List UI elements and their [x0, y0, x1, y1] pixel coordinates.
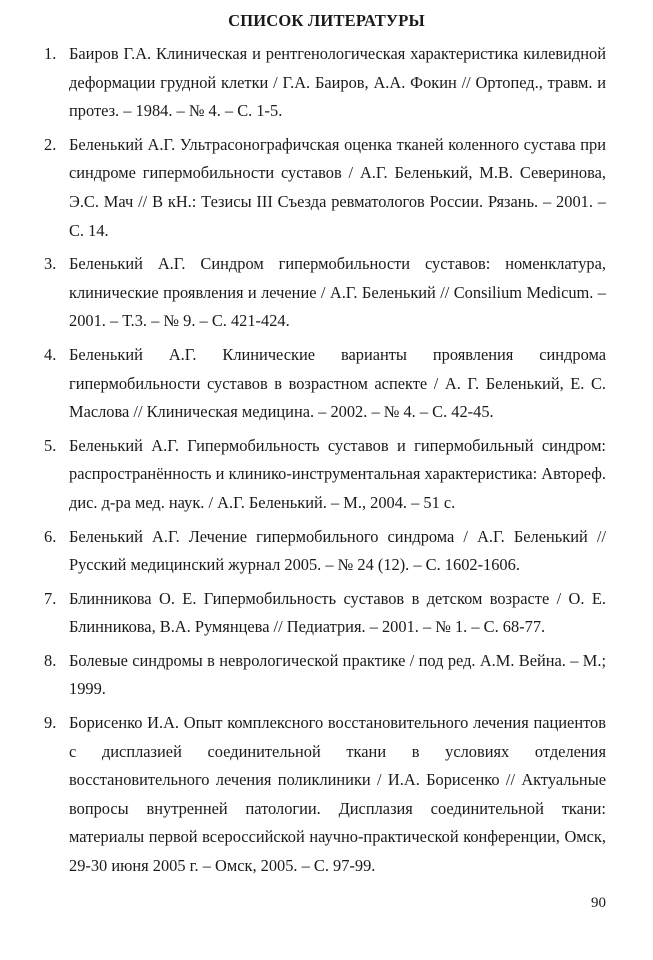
reference-number: 9.: [44, 713, 57, 733]
reference-item: [0, 250, 653, 336]
reference-number: 8.: [44, 650, 57, 670]
reference-item: [0, 647, 653, 704]
reference-text: Беленький А.Г. Лечение гипермобильного синдрома / А.Г. Беленький // Русский медицинский журнал 2005. – № 24 (12). – С. 1602-1606.: [69, 526, 606, 575]
reference-text: Борисенко И.А. Опыт комплексного восстановительного лечения пациентов с дисплазией соединительной ткани в условиях отделения восстановительного лечения поликлиники / И.А. Борисенко // Актуальные вопросы внутренней патологии. Дисплазия соединительной ткани: материалы первой всероссийской научно-практической конференции, Омск, 29-30 июня 2005 г. – Омск, 2005. – С. 97-99.: [69, 713, 606, 876]
reference-text: Беленький А.Г. Синдром гипермобильности суставов: номенклатура, клинические проявления и лечение / А.Г. Беленький // Consilium Medicum. – 2001. – Т.3. – № 9. – С. 421-424.: [69, 254, 606, 331]
reference-item: [0, 40, 653, 126]
reference-text: Болевые синдромы в неврологической практике / под ред. А.М. Вейна. – М.; 1999.: [69, 650, 606, 699]
reference-number: 1.: [44, 44, 57, 63]
reference-item: [0, 131, 653, 245]
reference-number: 3.: [44, 254, 57, 274]
page-title: СПИСОК ЛИТЕРАТУРЫ: [228, 11, 425, 30]
reference-item: [0, 585, 653, 642]
reference-item: [0, 709, 653, 881]
reference-text: Баиров Г.А. Клиническая и рентгенологическая характеристика килевидной деформации грудной клетки / Г.А. Баиров, А.А. Фокин // Ортопед., травм. и протез. – 1984. – № 4. – С. 1-5.: [69, 44, 606, 121]
reference-text: Беленький А.Г. Ультрасонографичская оценка тканей коленного сустава при синдроме гипермобильности суставов / А.Г. Беленький, М.В. Северинова, Э.С. Мач // В кН.: Тезисы III Съезда ревматологов России. Рязань. – 2001. – С. 14.: [69, 134, 606, 240]
reference-text: Блинникова О. Е. Гипермобильность суставов в детском возрасте / О. Е. Блинникова, В.А. Румянцева // Педиатрия. – 2001. – № 1. – С. 68-77.: [69, 588, 606, 637]
reference-text: Беленький А.Г. Клинические варианты проявления синдрома гипермобильности суставов в возрастном аспекте / А. Г. Беленький, Е. С. Маслова // Клиническая медицина. – 2002. – № 4. – С. 42-45.: [69, 344, 606, 422]
reference-item: [0, 341, 653, 427]
reference-number: 2.: [44, 134, 57, 154]
reference-list: [0, 40, 653, 886]
reference-item: [0, 432, 653, 518]
reference-item: [0, 523, 653, 580]
reference-number: 6.: [44, 526, 57, 546]
reference-number: 4.: [44, 344, 57, 364]
reference-number: 5.: [44, 435, 57, 455]
page-number: 90: [591, 895, 606, 911]
reference-number: 7.: [44, 588, 57, 608]
reference-text: Беленький А.Г. Гипермобильность суставов и гипермобильный синдром: распространённость и клинико-инструментальная характеристика: Автореф. дис. д-ра мед. наук. / А.Г. Беленький. – М., 2004. – 51 с.: [69, 435, 606, 512]
